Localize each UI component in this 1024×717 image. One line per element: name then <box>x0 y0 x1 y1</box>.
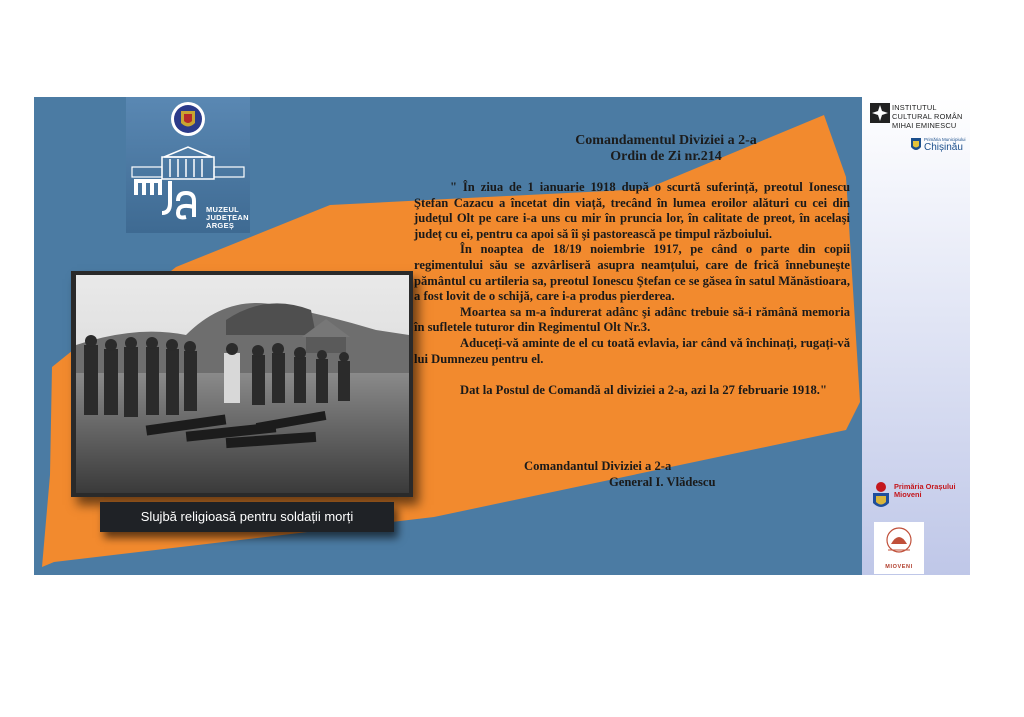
poster-panel <box>34 97 970 575</box>
chisinau-subtitle: Primăria Municipiului <box>924 137 966 142</box>
body-paragraph-4: Aduceți-vă aminte de el cu toată evlavia, iar când vă închinați, rugați-vă lui Dumnezeu pentru el. <box>414 335 850 366</box>
signature-name: General I. Vlădescu <box>609 475 716 489</box>
mioveni-crest-icon <box>872 481 890 511</box>
icr-name <box>892 103 963 130</box>
photo-caption: Slujbă religioasă pentru soldații morți <box>100 502 394 532</box>
soldiers-photo-image <box>76 275 409 493</box>
cultural-center-logo <box>874 522 924 574</box>
chisinau-crest-icon <box>910 137 922 153</box>
body-paragraph-3: Moartea sa m-a îndurerat adânc şi adânc trebuie să-i rămână memoria în sufletele tuturor din Regimentul Olt Nr.3. <box>414 304 850 335</box>
body-paragraph-5: Dat la Postul de Comandă al diviziei a 2-a, azi la 27 februarie 1918." <box>460 383 827 398</box>
icr-line-2: CULTURAL ROMÂN <box>892 112 963 121</box>
museum-name <box>206 206 249 230</box>
order-body <box>414 180 850 399</box>
museum-line-2: JUDEȚEAN <box>206 213 249 222</box>
cross-icon <box>870 103 890 123</box>
mioveni-line-1: Primăria Orașului <box>894 482 956 491</box>
museum-line-1: MUZEUL <box>206 205 240 214</box>
heading-line-1: Comandamentul Diviziei a 2-a <box>575 133 757 148</box>
mioveni-logo <box>872 481 958 521</box>
chisinau-name: Chișinău <box>924 142 963 153</box>
mioveni-line-2: Mioveni <box>894 490 922 499</box>
mioveni-name <box>894 483 956 499</box>
document-heading <box>486 133 846 165</box>
museum-line-3: ARGEȘ <box>206 221 235 230</box>
cultural-center-name: MIOVENI <box>885 564 913 570</box>
icr-line-3: MIHAI EMINESCU <box>892 121 957 130</box>
heading-line-2: Ordin de Zi nr.214 <box>610 149 722 164</box>
historical-photo <box>76 275 409 493</box>
chisinau-logo <box>910 137 970 165</box>
icr-logo <box>870 103 966 137</box>
cultural-center-emblem-icon <box>874 522 924 562</box>
icr-line-1: INSTITUTUL <box>892 103 937 112</box>
body-paragraph-1: " În ziua de 1 ianuarie 1918 după o scurtă suferință, preotul Ionescu Ştefan Cazacu a încetat din viață, trecând în lumea eroilor alături cu cei din județul Olt pe care i-a uns cu mir în pruncia lor, în calitate de preot, în acelaşi județ cu ei, pentru ca apoi să îi şi pastorească pe timpul războiului. <box>414 180 850 241</box>
body-paragraph-2: În noaptea de 18/19 noiembrie 1917, pe când o parte din copii regimentului său se azvârliseră asupra neamțului, care de frică înnebuneşte pământul cu artileria sa, preotul Ionescu Ştefan ce se găsea în satul Mănăstioara, a fost lovit de o schijă, care i-a produs pierderea. <box>414 242 850 304</box>
signature-title: Comandantul Diviziei a 2-a <box>524 459 672 473</box>
